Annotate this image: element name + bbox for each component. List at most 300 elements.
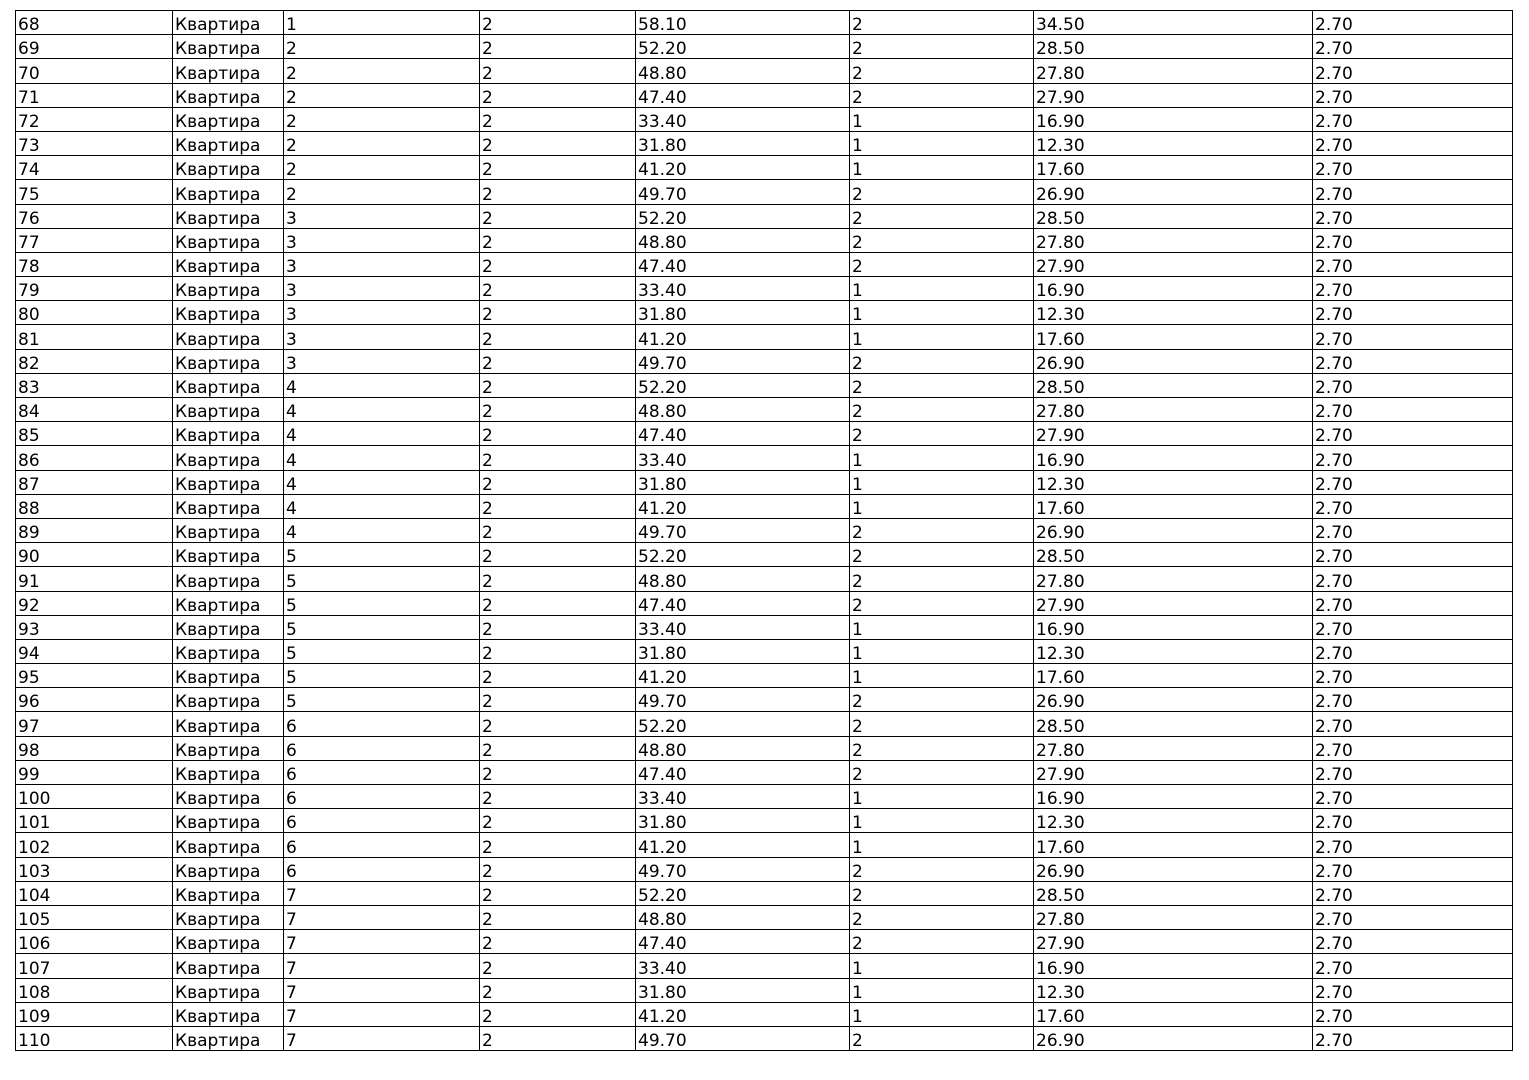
table-row	[16, 518, 1513, 542]
cell-total-area: 48.80	[636, 905, 850, 929]
cell-type: Квартира	[173, 833, 284, 857]
cell-total-area: 58.10	[636, 11, 850, 35]
table-body	[16, 11, 1513, 1051]
cell-ceiling-height: 2.70	[1313, 35, 1513, 59]
cell-total-area: 52.20	[636, 204, 850, 228]
cell-ceiling-height: 2.70	[1313, 1026, 1513, 1050]
cell-ceiling-height: 2.70	[1313, 664, 1513, 688]
cell-section: 2	[480, 228, 636, 252]
cell-ceiling-height: 2.70	[1313, 615, 1513, 639]
cell-section: 2	[480, 736, 636, 760]
cell-floor: 4	[284, 398, 480, 422]
cell-type: Квартира	[173, 422, 284, 446]
table-row	[16, 785, 1513, 809]
cell-living-area: 27.90	[1034, 83, 1313, 107]
cell-type: Квартира	[173, 905, 284, 929]
cell-total-area: 33.40	[636, 785, 850, 809]
cell-number: 89	[16, 518, 173, 542]
cell-floor: 2	[284, 83, 480, 107]
table-row	[16, 567, 1513, 591]
table-row	[16, 591, 1513, 615]
cell-total-area: 52.20	[636, 881, 850, 905]
cell-type: Квартира	[173, 664, 284, 688]
cell-living-area: 34.50	[1034, 11, 1313, 35]
cell-living-area: 26.90	[1034, 518, 1313, 542]
cell-number: 106	[16, 930, 173, 954]
cell-ceiling-height: 2.70	[1313, 494, 1513, 518]
cell-floor: 2	[284, 35, 480, 59]
cell-section: 2	[480, 905, 636, 929]
table-row	[16, 325, 1513, 349]
cell-section: 2	[480, 11, 636, 35]
cell-rooms: 2	[850, 83, 1034, 107]
cell-living-area: 17.60	[1034, 156, 1313, 180]
cell-section: 2	[480, 349, 636, 373]
cell-type: Квартира	[173, 1002, 284, 1026]
cell-rooms: 2	[850, 930, 1034, 954]
cell-section: 2	[480, 954, 636, 978]
cell-section: 2	[480, 567, 636, 591]
cell-number: 103	[16, 857, 173, 881]
cell-rooms: 2	[850, 881, 1034, 905]
cell-living-area: 16.90	[1034, 785, 1313, 809]
cell-total-area: 49.70	[636, 349, 850, 373]
cell-ceiling-height: 2.70	[1313, 422, 1513, 446]
cell-total-area: 47.40	[636, 252, 850, 276]
cell-ceiling-height: 2.70	[1313, 228, 1513, 252]
cell-living-area: 27.90	[1034, 252, 1313, 276]
cell-living-area: 16.90	[1034, 277, 1313, 301]
table-row	[16, 664, 1513, 688]
cell-type: Квартира	[173, 446, 284, 470]
cell-floor: 7	[284, 1026, 480, 1050]
cell-ceiling-height: 2.70	[1313, 277, 1513, 301]
cell-ceiling-height: 2.70	[1313, 349, 1513, 373]
table-row	[16, 881, 1513, 905]
cell-ceiling-height: 2.70	[1313, 688, 1513, 712]
cell-section: 2	[480, 325, 636, 349]
cell-floor: 6	[284, 809, 480, 833]
cell-ceiling-height: 2.70	[1313, 398, 1513, 422]
table-row	[16, 760, 1513, 784]
cell-rooms: 2	[850, 905, 1034, 929]
table-row	[16, 978, 1513, 1002]
table-row	[16, 930, 1513, 954]
cell-total-area: 52.20	[636, 373, 850, 397]
cell-total-area: 52.20	[636, 35, 850, 59]
cell-type: Квартира	[173, 301, 284, 325]
cell-type: Квартира	[173, 954, 284, 978]
cell-living-area: 12.30	[1034, 301, 1313, 325]
cell-rooms: 2	[850, 712, 1034, 736]
cell-total-area: 49.70	[636, 688, 850, 712]
cell-living-area: 28.50	[1034, 35, 1313, 59]
cell-total-area: 31.80	[636, 301, 850, 325]
cell-ceiling-height: 2.70	[1313, 978, 1513, 1002]
table-row	[16, 35, 1513, 59]
cell-number: 99	[16, 760, 173, 784]
cell-floor: 5	[284, 664, 480, 688]
cell-living-area: 17.60	[1034, 325, 1313, 349]
cell-rooms: 1	[850, 954, 1034, 978]
cell-ceiling-height: 2.70	[1313, 107, 1513, 131]
cell-total-area: 41.20	[636, 1002, 850, 1026]
cell-type: Квартира	[173, 543, 284, 567]
cell-section: 2	[480, 59, 636, 83]
cell-floor: 7	[284, 978, 480, 1002]
cell-floor: 5	[284, 639, 480, 663]
cell-type: Квартира	[173, 228, 284, 252]
table-row	[16, 252, 1513, 276]
cell-number: 91	[16, 567, 173, 591]
cell-living-area: 26.90	[1034, 1026, 1313, 1050]
cell-living-area: 26.90	[1034, 857, 1313, 881]
cell-rooms: 2	[850, 349, 1034, 373]
cell-rooms: 1	[850, 131, 1034, 155]
cell-total-area: 33.40	[636, 954, 850, 978]
cell-type: Квартира	[173, 688, 284, 712]
cell-type: Квартира	[173, 107, 284, 131]
cell-rooms: 2	[850, 398, 1034, 422]
cell-floor: 7	[284, 1002, 480, 1026]
cell-number: 98	[16, 736, 173, 760]
cell-type: Квартира	[173, 373, 284, 397]
cell-number: 72	[16, 107, 173, 131]
cell-rooms: 1	[850, 1002, 1034, 1026]
cell-type: Квартира	[173, 639, 284, 663]
cell-ceiling-height: 2.70	[1313, 639, 1513, 663]
cell-total-area: 48.80	[636, 398, 850, 422]
cell-ceiling-height: 2.70	[1313, 736, 1513, 760]
cell-section: 2	[480, 664, 636, 688]
cell-rooms: 2	[850, 688, 1034, 712]
cell-section: 2	[480, 543, 636, 567]
cell-ceiling-height: 2.70	[1313, 446, 1513, 470]
cell-section: 2	[480, 1002, 636, 1026]
cell-ceiling-height: 2.70	[1313, 930, 1513, 954]
cell-floor: 5	[284, 688, 480, 712]
cell-rooms: 1	[850, 494, 1034, 518]
table-row	[16, 277, 1513, 301]
cell-number: 84	[16, 398, 173, 422]
cell-rooms: 1	[850, 809, 1034, 833]
cell-ceiling-height: 2.70	[1313, 180, 1513, 204]
cell-living-area: 17.60	[1034, 494, 1313, 518]
cell-section: 2	[480, 930, 636, 954]
cell-floor: 4	[284, 470, 480, 494]
table-row	[16, 470, 1513, 494]
cell-type: Квартира	[173, 712, 284, 736]
cell-total-area: 41.20	[636, 833, 850, 857]
cell-type: Квартира	[173, 398, 284, 422]
cell-total-area: 48.80	[636, 228, 850, 252]
cell-living-area: 26.90	[1034, 349, 1313, 373]
table-row	[16, 83, 1513, 107]
cell-section: 2	[480, 398, 636, 422]
cell-floor: 6	[284, 760, 480, 784]
table-row	[16, 688, 1513, 712]
cell-floor: 7	[284, 954, 480, 978]
cell-rooms: 2	[850, 373, 1034, 397]
cell-floor: 2	[284, 59, 480, 83]
cell-number: 96	[16, 688, 173, 712]
cell-ceiling-height: 2.70	[1313, 954, 1513, 978]
cell-number: 86	[16, 446, 173, 470]
cell-living-area: 27.80	[1034, 736, 1313, 760]
cell-number: 97	[16, 712, 173, 736]
cell-number: 102	[16, 833, 173, 857]
cell-ceiling-height: 2.70	[1313, 591, 1513, 615]
cell-section: 2	[480, 252, 636, 276]
cell-type: Квартира	[173, 736, 284, 760]
cell-number: 78	[16, 252, 173, 276]
cell-ceiling-height: 2.70	[1313, 252, 1513, 276]
cell-ceiling-height: 2.70	[1313, 156, 1513, 180]
cell-floor: 6	[284, 736, 480, 760]
cell-living-area: 16.90	[1034, 954, 1313, 978]
cell-total-area: 33.40	[636, 615, 850, 639]
table-row	[16, 156, 1513, 180]
cell-rooms: 2	[850, 228, 1034, 252]
cell-living-area: 27.80	[1034, 567, 1313, 591]
cell-section: 2	[480, 107, 636, 131]
cell-number: 88	[16, 494, 173, 518]
cell-living-area: 16.90	[1034, 107, 1313, 131]
cell-living-area: 28.50	[1034, 204, 1313, 228]
cell-rooms: 2	[850, 518, 1034, 542]
cell-total-area: 49.70	[636, 1026, 850, 1050]
cell-total-area: 41.20	[636, 156, 850, 180]
table-row	[16, 228, 1513, 252]
cell-number: 82	[16, 349, 173, 373]
cell-rooms: 1	[850, 470, 1034, 494]
cell-total-area: 48.80	[636, 736, 850, 760]
cell-total-area: 49.70	[636, 180, 850, 204]
cell-ceiling-height: 2.70	[1313, 785, 1513, 809]
apartment-table-sheet	[15, 10, 1512, 1051]
cell-total-area: 47.40	[636, 591, 850, 615]
cell-rooms: 2	[850, 857, 1034, 881]
cell-number: 69	[16, 35, 173, 59]
cell-living-area: 12.30	[1034, 639, 1313, 663]
cell-section: 2	[480, 978, 636, 1002]
cell-section: 2	[480, 83, 636, 107]
cell-ceiling-height: 2.70	[1313, 760, 1513, 784]
cell-living-area: 26.90	[1034, 180, 1313, 204]
cell-type: Квартира	[173, 591, 284, 615]
cell-ceiling-height: 2.70	[1313, 833, 1513, 857]
cell-floor: 3	[284, 325, 480, 349]
cell-type: Квартира	[173, 978, 284, 1002]
cell-total-area: 31.80	[636, 978, 850, 1002]
cell-living-area: 16.90	[1034, 446, 1313, 470]
cell-number: 101	[16, 809, 173, 833]
cell-rooms: 1	[850, 301, 1034, 325]
cell-section: 2	[480, 785, 636, 809]
cell-total-area: 33.40	[636, 446, 850, 470]
table-row	[16, 301, 1513, 325]
cell-section: 2	[480, 494, 636, 518]
cell-rooms: 2	[850, 760, 1034, 784]
cell-type: Квартира	[173, 83, 284, 107]
cell-living-area: 27.90	[1034, 591, 1313, 615]
table-row	[16, 494, 1513, 518]
cell-rooms: 2	[850, 252, 1034, 276]
cell-type: Квартира	[173, 809, 284, 833]
cell-section: 2	[480, 518, 636, 542]
cell-rooms: 2	[850, 422, 1034, 446]
cell-number: 109	[16, 1002, 173, 1026]
cell-ceiling-height: 2.70	[1313, 11, 1513, 35]
cell-rooms: 1	[850, 639, 1034, 663]
cell-rooms: 2	[850, 567, 1034, 591]
cell-section: 2	[480, 131, 636, 155]
cell-number: 75	[16, 180, 173, 204]
cell-section: 2	[480, 470, 636, 494]
table-row	[16, 59, 1513, 83]
cell-floor: 2	[284, 107, 480, 131]
cell-total-area: 33.40	[636, 277, 850, 301]
cell-ceiling-height: 2.70	[1313, 59, 1513, 83]
cell-section: 2	[480, 204, 636, 228]
cell-floor: 7	[284, 905, 480, 929]
cell-floor: 4	[284, 494, 480, 518]
cell-number: 68	[16, 11, 173, 35]
cell-number: 110	[16, 1026, 173, 1050]
cell-section: 2	[480, 833, 636, 857]
cell-rooms: 2	[850, 543, 1034, 567]
cell-type: Квартира	[173, 930, 284, 954]
cell-section: 2	[480, 712, 636, 736]
cell-number: 80	[16, 301, 173, 325]
cell-total-area: 52.20	[636, 543, 850, 567]
cell-number: 85	[16, 422, 173, 446]
cell-total-area: 31.80	[636, 131, 850, 155]
cell-total-area: 31.80	[636, 470, 850, 494]
cell-number: 77	[16, 228, 173, 252]
cell-living-area: 12.30	[1034, 809, 1313, 833]
cell-floor: 5	[284, 543, 480, 567]
cell-type: Квартира	[173, 567, 284, 591]
cell-living-area: 28.50	[1034, 373, 1313, 397]
cell-floor: 5	[284, 567, 480, 591]
cell-section: 2	[480, 591, 636, 615]
cell-type: Квартира	[173, 518, 284, 542]
cell-floor: 3	[284, 204, 480, 228]
table-row	[16, 373, 1513, 397]
cell-number: 83	[16, 373, 173, 397]
cell-type: Квартира	[173, 59, 284, 83]
cell-living-area: 27.80	[1034, 398, 1313, 422]
cell-living-area: 12.30	[1034, 470, 1313, 494]
cell-ceiling-height: 2.70	[1313, 518, 1513, 542]
cell-number: 108	[16, 978, 173, 1002]
cell-living-area: 28.50	[1034, 712, 1313, 736]
cell-section: 2	[480, 809, 636, 833]
cell-ceiling-height: 2.70	[1313, 809, 1513, 833]
cell-section: 2	[480, 422, 636, 446]
cell-living-area: 17.60	[1034, 1002, 1313, 1026]
table-row	[16, 422, 1513, 446]
cell-total-area: 47.40	[636, 760, 850, 784]
cell-floor: 4	[284, 422, 480, 446]
cell-section: 2	[480, 1026, 636, 1050]
cell-ceiling-height: 2.70	[1313, 712, 1513, 736]
cell-floor: 7	[284, 930, 480, 954]
cell-total-area: 47.40	[636, 422, 850, 446]
cell-type: Квартира	[173, 131, 284, 155]
table-row	[16, 954, 1513, 978]
cell-total-area: 49.70	[636, 857, 850, 881]
table-row	[16, 446, 1513, 470]
cell-rooms: 2	[850, 204, 1034, 228]
cell-total-area: 47.40	[636, 930, 850, 954]
cell-type: Квартира	[173, 881, 284, 905]
cell-ceiling-height: 2.70	[1313, 301, 1513, 325]
cell-section: 2	[480, 180, 636, 204]
cell-type: Квартира	[173, 325, 284, 349]
cell-number: 92	[16, 591, 173, 615]
cell-floor: 4	[284, 373, 480, 397]
cell-type: Квартира	[173, 277, 284, 301]
cell-floor: 5	[284, 615, 480, 639]
cell-rooms: 1	[850, 156, 1034, 180]
cell-living-area: 12.30	[1034, 131, 1313, 155]
cell-type: Квартира	[173, 156, 284, 180]
cell-number: 104	[16, 881, 173, 905]
cell-floor: 6	[284, 857, 480, 881]
table-row	[16, 712, 1513, 736]
cell-floor: 2	[284, 131, 480, 155]
table-row	[16, 543, 1513, 567]
cell-number: 107	[16, 954, 173, 978]
cell-section: 2	[480, 373, 636, 397]
cell-rooms: 1	[850, 325, 1034, 349]
cell-type: Квартира	[173, 470, 284, 494]
cell-rooms: 2	[850, 35, 1034, 59]
cell-floor: 4	[284, 446, 480, 470]
table-row	[16, 905, 1513, 929]
cell-number: 87	[16, 470, 173, 494]
table-row	[16, 833, 1513, 857]
cell-floor: 6	[284, 785, 480, 809]
cell-type: Квартира	[173, 494, 284, 518]
cell-rooms: 1	[850, 615, 1034, 639]
cell-section: 2	[480, 760, 636, 784]
table-row	[16, 809, 1513, 833]
cell-ceiling-height: 2.70	[1313, 131, 1513, 155]
cell-floor: 3	[284, 349, 480, 373]
cell-living-area: 26.90	[1034, 688, 1313, 712]
cell-living-area: 16.90	[1034, 615, 1313, 639]
cell-number: 71	[16, 83, 173, 107]
cell-type: Квартира	[173, 349, 284, 373]
cell-total-area: 31.80	[636, 639, 850, 663]
cell-section: 2	[480, 446, 636, 470]
cell-total-area: 48.80	[636, 567, 850, 591]
cell-type: Квартира	[173, 35, 284, 59]
cell-number: 90	[16, 543, 173, 567]
cell-total-area: 31.80	[636, 809, 850, 833]
cell-type: Квартира	[173, 252, 284, 276]
cell-ceiling-height: 2.70	[1313, 204, 1513, 228]
cell-total-area: 41.20	[636, 494, 850, 518]
cell-section: 2	[480, 881, 636, 905]
cell-section: 2	[480, 688, 636, 712]
cell-section: 2	[480, 277, 636, 301]
cell-living-area: 28.50	[1034, 881, 1313, 905]
cell-floor: 3	[284, 252, 480, 276]
